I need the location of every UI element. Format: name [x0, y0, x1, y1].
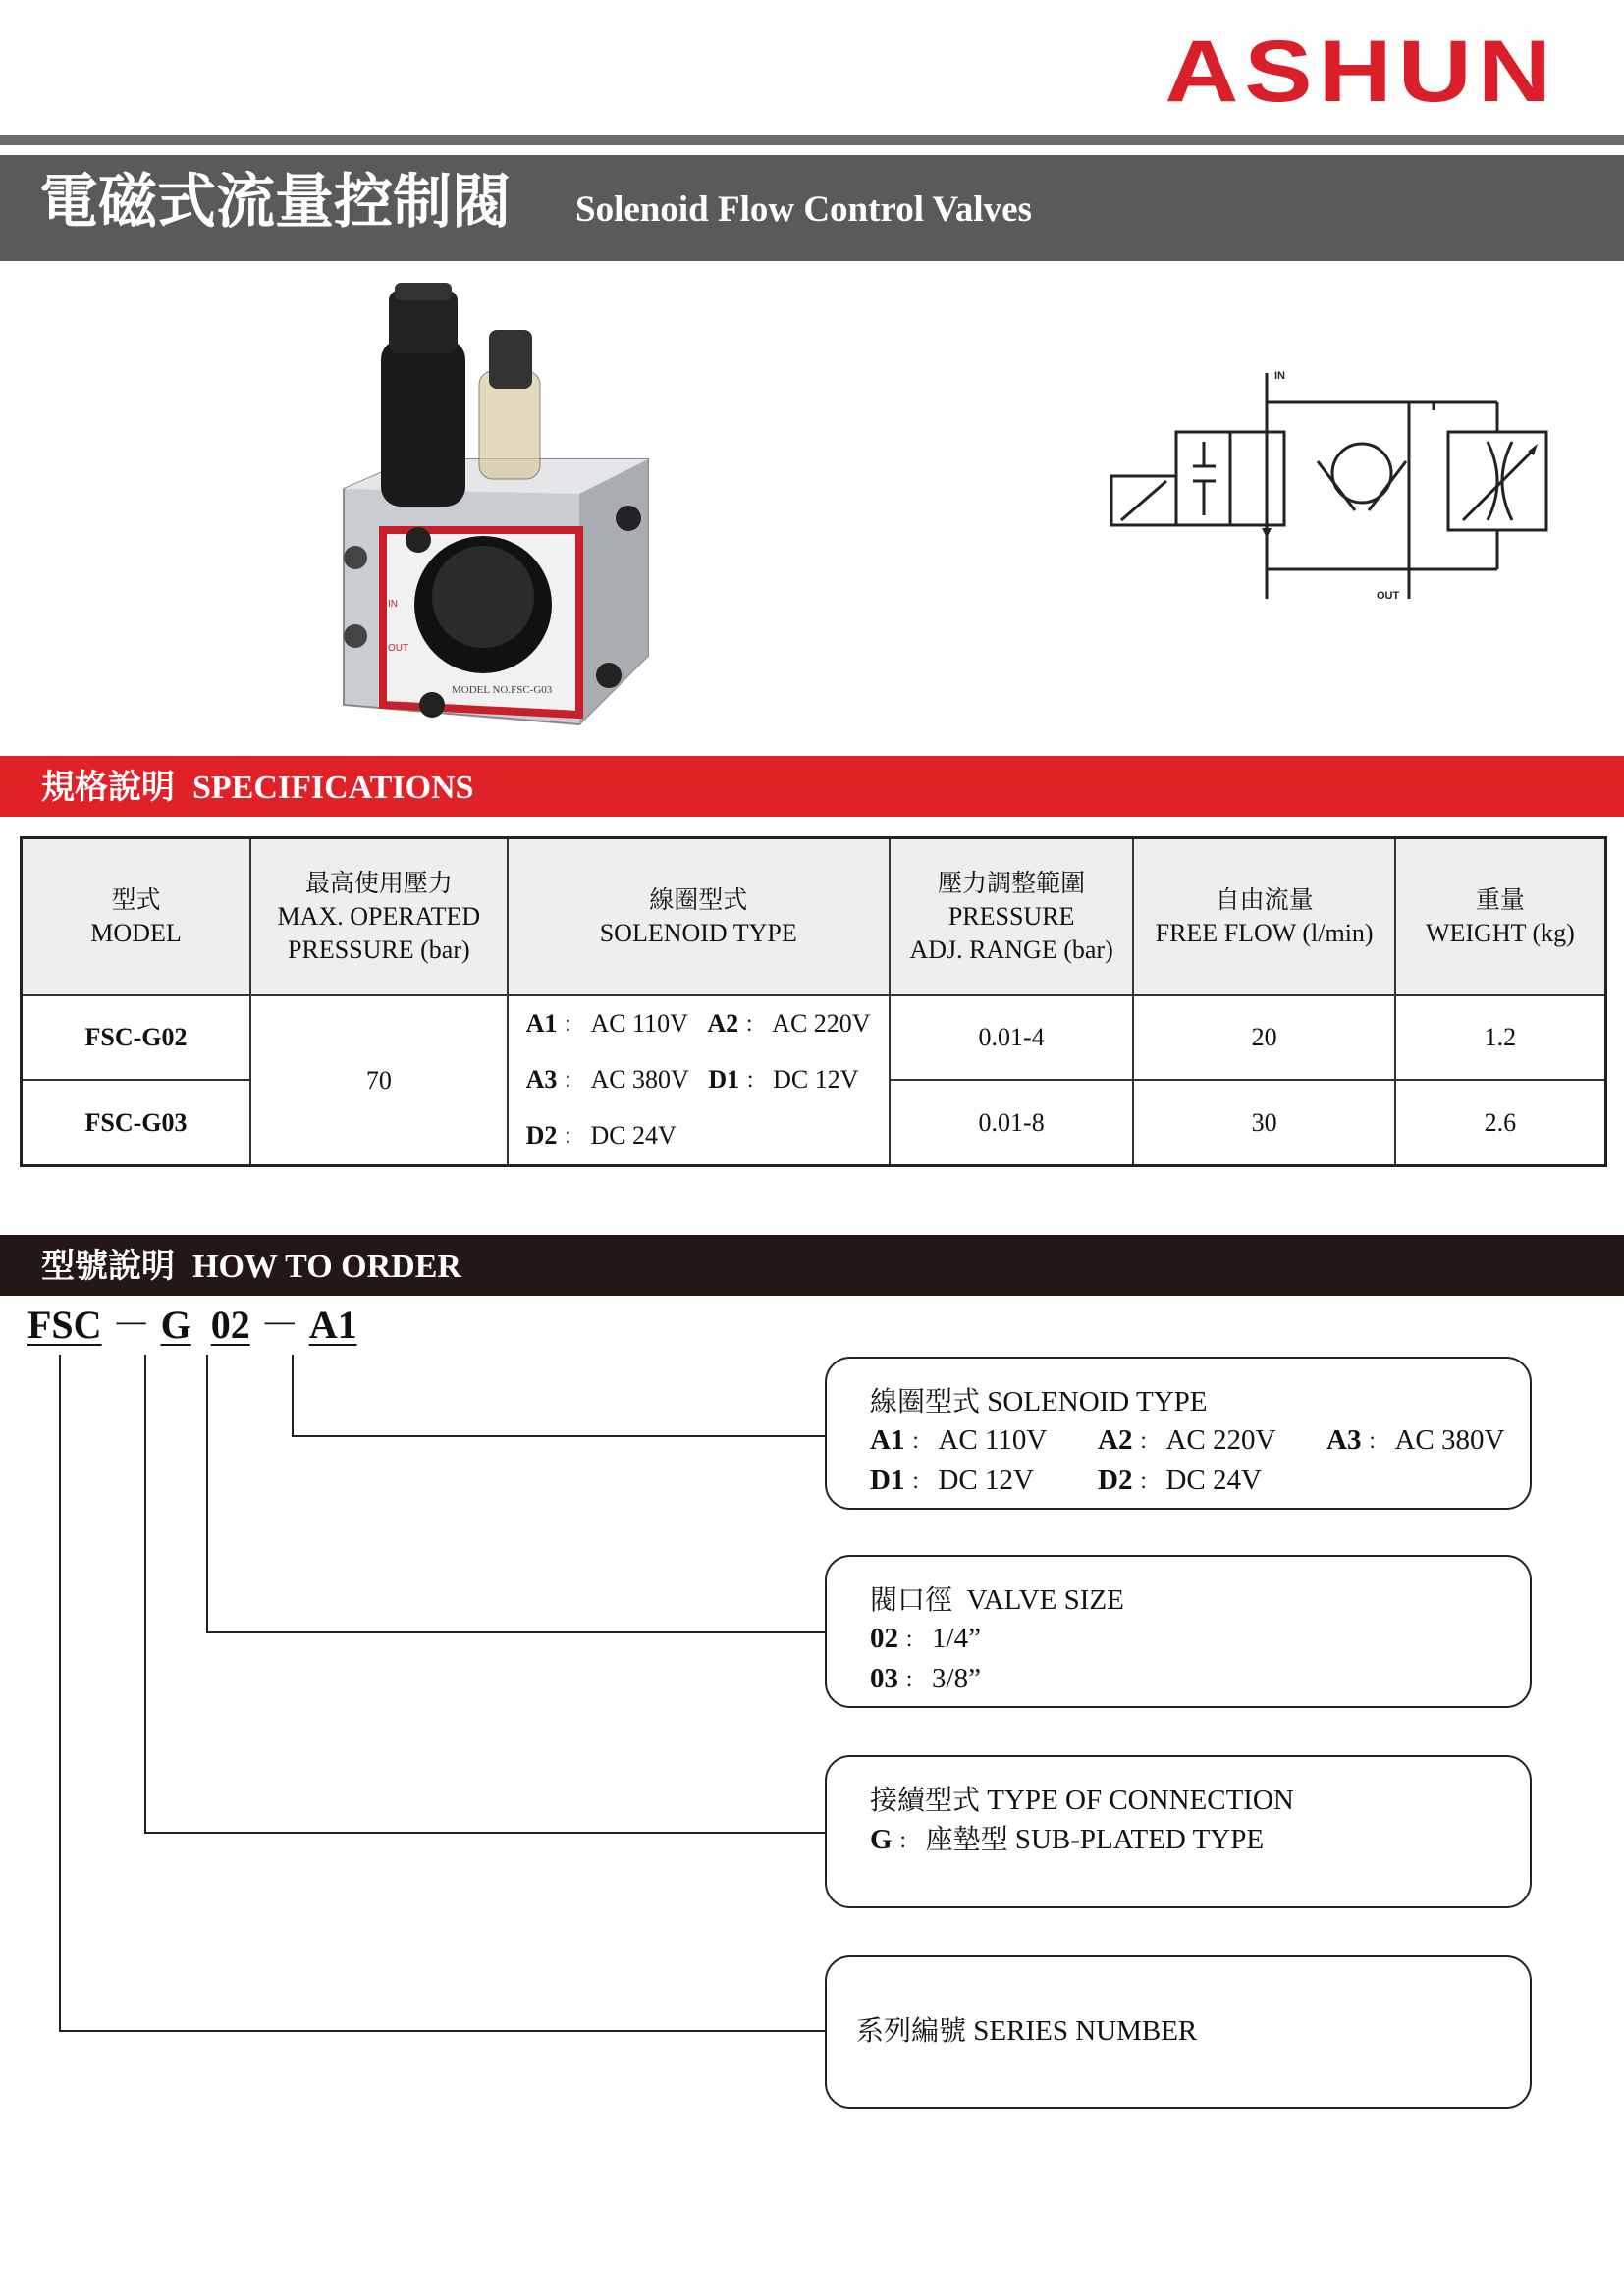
how-to-order-heading [41, 1247, 461, 1286]
connector-line-size [206, 1355, 208, 1633]
connector-line-solenoid [292, 1355, 294, 1437]
cell-solenoid-types: A1 ： AC 110V A2 ： AC 220V A3 ： AC 380V D1 ： DC 12V D2 ： DC 24V [508, 995, 890, 1166]
brand-logo: ASHUN [1164, 22, 1557, 121]
specifications-table [20, 836, 1607, 1167]
product-photo [334, 283, 668, 734]
photo-plate-label: MODEL NO.FSC-G03 [452, 684, 553, 696]
connector-line-series [59, 1355, 61, 2032]
cell-model: FSC-G03 [22, 1080, 251, 1165]
header-pressure-range: 壓力調整範圍 PRESSURE ADJ. RANGE (bar) [890, 838, 1134, 996]
connector-line-connection [144, 1355, 146, 1834]
specifications-heading-en: SPECIFICATIONS [192, 770, 474, 806]
solenoid-type-box: 線圈型式 SOLENOID TYPE A1 ： AC 110V A2 ： AC 220V A3 ： AC 380V D1 ： DC 12V D2 ： DC 24V [825, 1357, 1532, 1510]
connector-line-connection-h [144, 1832, 827, 1834]
table-header-row [22, 838, 1606, 996]
page-title-en: Solenoid Flow Control Valves [575, 189, 1032, 230]
header-solenoid-type: 線圈型式 SOLENOID TYPE [508, 838, 890, 996]
table-row [22, 995, 1606, 1080]
valve-size-box: 閥口徑 VALVE SIZE 02 ： 1/4” 03 ： 3/8” [825, 1555, 1532, 1708]
header-rule [0, 135, 1624, 145]
code-solenoid: A1 [308, 1303, 357, 1347]
header-max-pressure: 最高使用壓力 MAX. OPERATED PRESSURE (bar) [250, 838, 508, 996]
code-connection: G [160, 1303, 191, 1347]
page-title-zh: 電磁式流量控制閥 [39, 168, 511, 237]
how-to-order-heading-en: HOW TO ORDER [192, 1249, 461, 1285]
header-free-flow: 自由流量 FREE FLOW (l/min) [1133, 838, 1394, 996]
series-number-box: 系列編號 SERIES NUMBER [825, 1955, 1532, 2109]
cell-free-flow: 20 [1133, 995, 1394, 1080]
photo-out-label: OUT [388, 643, 409, 654]
cell-pressure-range: 0.01-4 [890, 995, 1134, 1080]
code-size: 02 [210, 1303, 250, 1347]
code-series: FSC [27, 1303, 102, 1347]
connector-line-solenoid-h [292, 1435, 827, 1437]
connection-type-box: 接續型式 TYPE OF CONNECTION G ： 座墊型 SUB-PLATED TYPE [825, 1755, 1532, 1908]
cell-pressure-range: 0.01-8 [890, 1080, 1134, 1165]
photo-in-label: IN [388, 599, 398, 610]
order-code: FSC － G 02 － A1 [27, 1303, 357, 1347]
cell-weight: 2.6 [1395, 1080, 1606, 1165]
specifications-heading-zh: 規格說明 [41, 768, 175, 807]
cell-model: FSC-G02 [22, 995, 251, 1080]
hydraulic-symbol [1110, 363, 1571, 609]
connector-line-size-h [206, 1631, 827, 1633]
header-weight: 重量 WEIGHT (kg) [1395, 838, 1606, 996]
cell-free-flow: 30 [1133, 1080, 1394, 1165]
cell-weight: 1.2 [1395, 995, 1606, 1080]
cell-max-pressure: 70 [250, 995, 508, 1166]
header-model: 型式 MODEL [22, 838, 251, 996]
symbol-in-label: IN [1274, 370, 1285, 382]
connector-line-series-h [59, 2030, 827, 2032]
symbol-out-label: OUT [1377, 590, 1400, 602]
specifications-heading [41, 768, 474, 807]
how-to-order-heading-zh: 型號說明 [41, 1247, 175, 1286]
